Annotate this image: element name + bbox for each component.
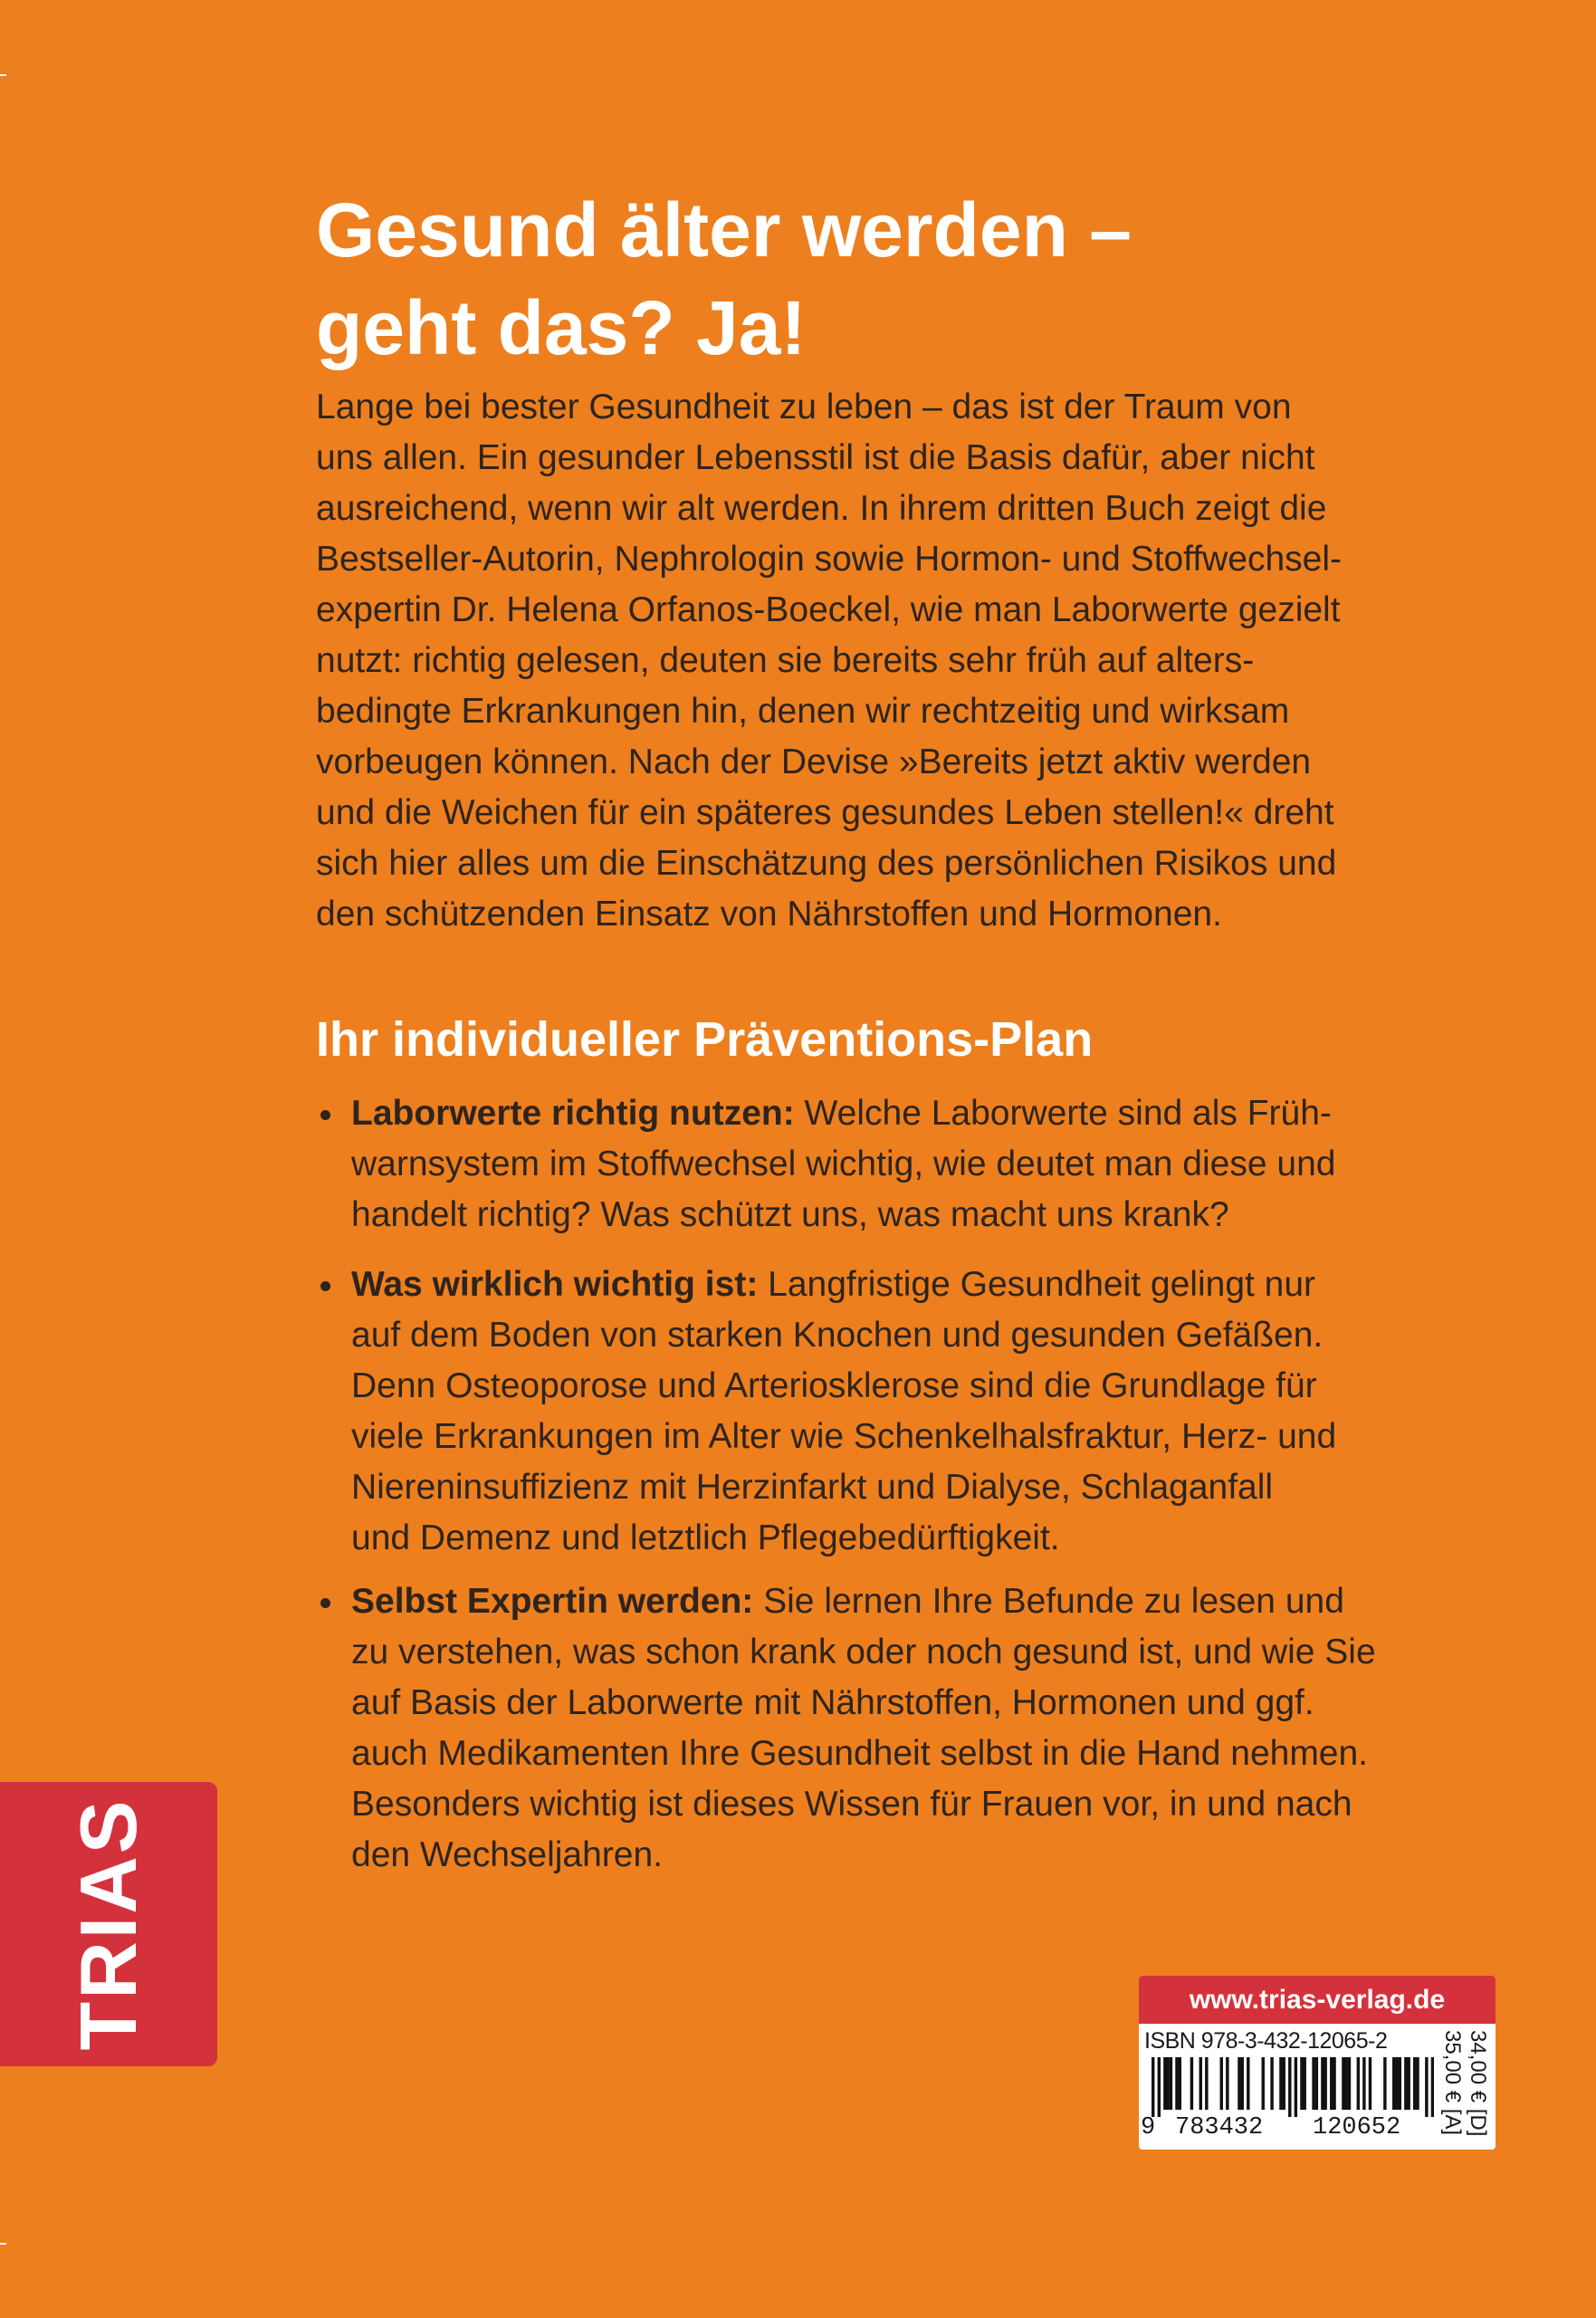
price-de: 34,00 € [D]	[1466, 2030, 1490, 2137]
bullet-lead: Selbst Expertin werden:	[351, 1582, 754, 1621]
isbn-number: ISBN 978-3-432-12065-2	[1144, 2028, 1388, 2054]
headline-line: Gesund älter werden –	[316, 187, 1132, 273]
bullet-text: Langfristige Gesundheit gelingt nur	[758, 1265, 1316, 1304]
intro-line: den schützenden Einsatz von Nährstoffen und Hormonen.	[316, 895, 1222, 934]
intro-line: ausreichend, wenn wir alt werden. In ihrem dritten Buch zeigt die	[316, 489, 1327, 528]
barcode-bar	[1226, 2057, 1228, 2110]
bullet-item-wichtig	[351, 1260, 1438, 1564]
ean-digit-first: 9	[1141, 2114, 1156, 2141]
bullet-lead: Was wirklich wichtig ist:	[351, 1265, 759, 1304]
barcode-bar	[1175, 2057, 1178, 2110]
barcode-bar	[1395, 2057, 1398, 2110]
barcode-bar	[1288, 2057, 1291, 2117]
intro-line: bedingte Erkrankungen hin, denen wir rechtzeitig und wirksam	[316, 692, 1290, 731]
intro-line: vorbeugen können. Nach der Devise »Bereits jetzt aktiv werden	[316, 742, 1312, 781]
barcode-bar	[1247, 2057, 1249, 2110]
crop-mark-bottom	[0, 2243, 6, 2245]
barcode-bar	[1362, 2057, 1365, 2110]
bullet-line: viele Erkrankungen im Alter wie Schenkelhalsfraktur, Herz- und	[351, 1417, 1337, 1456]
barcode-bar	[1413, 2057, 1416, 2110]
publisher-logo-tab	[0, 1782, 217, 2066]
bullet-line	[351, 1088, 1438, 1139]
headline	[316, 181, 1402, 377]
bullet-item-expertin	[351, 1576, 1438, 1881]
bullet-line: zu verstehen, was schon krank oder noch gesund ist, und wie Sie	[351, 1633, 1376, 1671]
barcode-bar	[1163, 2057, 1166, 2110]
barcode-bar	[1241, 2057, 1244, 2110]
bullet-line	[351, 1576, 1438, 1627]
barcode-bar	[1262, 2057, 1265, 2110]
barcode-bar	[1383, 2057, 1386, 2110]
publisher-logo: TRIAS	[63, 1797, 153, 2051]
barcode-bar	[1220, 2057, 1223, 2110]
bullet-dot-icon	[320, 1598, 330, 1608]
intro-line: Lange bei bester Gesundheit zu leben – das ist der Traum von	[316, 388, 1292, 426]
barcode-bar	[1348, 2057, 1351, 2110]
bullet-line: und Demenz und letztlich Pflegebedürftigkeit.	[351, 1518, 1060, 1557]
barcode-bar	[1425, 2057, 1428, 2117]
barcode-bar	[1315, 2057, 1318, 2110]
barcode-bar	[1303, 2057, 1305, 2110]
barcode-bar	[1270, 2057, 1273, 2110]
ean-digits-left: 783432	[1175, 2114, 1264, 2141]
section-heading: Ihr individueller Präventions-Plan	[316, 1012, 1094, 1067]
barcode-box	[1139, 1976, 1496, 2150]
headline-line: geht das? Ja!	[316, 285, 807, 370]
bullet-line: auf dem Boden von starken Knochen und gesunden Gefäßen.	[351, 1316, 1324, 1355]
crop-mark-top	[0, 74, 6, 76]
barcode-bar	[1158, 2057, 1161, 2117]
barcode-bar	[1238, 2057, 1240, 2110]
barcode-bar	[1205, 2057, 1208, 2110]
barcode-bar	[1324, 2057, 1326, 2110]
bullet-line: Denn Osteoporose und Arteriosklerose sind die Grundlage für	[351, 1366, 1317, 1405]
intro-line: nutzt: richtig gelesen, deuten sie bereits sehr früh auf alters-	[316, 641, 1255, 680]
bullet-line: auf Basis der Laborwerte mit Nährstoffen, Hormonen und ggf.	[351, 1683, 1314, 1722]
barcode-bar	[1344, 2057, 1347, 2110]
barcode-bar	[1312, 2057, 1314, 2110]
bullet-dot-icon	[320, 1110, 330, 1120]
barcode-bar	[1199, 2057, 1202, 2110]
intro-line: expertin Dr. Helena Orfanos-Boeckel, wie man Laborwerte gezielt	[316, 590, 1341, 629]
barcode-bar	[1330, 2057, 1333, 2110]
barcode-bar	[1152, 2057, 1154, 2117]
barcode-bar	[1321, 2057, 1324, 2110]
barcode-bar	[1431, 2057, 1434, 2117]
bullet-line: Besonders wichtig ist dieses Wissen für Frauen vor, in und nach	[351, 1785, 1352, 1824]
bullet-line: warnsystem im Stoffwechsel wichtig, wie deutet man diese und	[351, 1145, 1336, 1183]
barcode-bar	[1369, 2057, 1371, 2110]
barcode-bar	[1300, 2057, 1303, 2110]
barcode-bar	[1407, 2057, 1410, 2110]
barcode-bar	[1399, 2057, 1401, 2110]
price-column	[1438, 2026, 1496, 2150]
intro-paragraph	[316, 382, 1402, 940]
intro-line: und die Weichen für ein späteres gesundes Leben stellen!« dreht	[316, 793, 1334, 832]
barcode-bar	[1279, 2057, 1282, 2110]
barcode-bar	[1342, 2057, 1344, 2110]
barcode-bar	[1170, 2057, 1172, 2110]
barcode-bar	[1416, 2057, 1419, 2110]
bullet-text: Sie lernen Ihre Befunde zu lesen und	[753, 1582, 1344, 1621]
barcode	[1152, 2057, 1434, 2117]
barcode-bar	[1190, 2057, 1193, 2110]
ean-digits-right: 120652	[1313, 2114, 1401, 2141]
publisher-website[interactable]: www.trias-verlag.de	[1139, 1976, 1496, 2024]
bullet-line: Niereninsuffizienz mit Herzinfarkt und Dialyse, Schlaganfall	[351, 1468, 1274, 1507]
bullet-item-laborwerte	[351, 1088, 1438, 1240]
barcode-bar	[1283, 2057, 1285, 2110]
bullet-lead: Laborwerte richtig nutzen:	[351, 1094, 795, 1133]
intro-line: Bestseller-Autorin, Nephrologin sowie Hormon- und Stoffwechsel-	[316, 540, 1342, 579]
bullet-dot-icon	[320, 1281, 330, 1291]
barcode-bar	[1166, 2057, 1169, 2110]
barcode-bar	[1179, 2057, 1181, 2110]
barcode-bar	[1404, 2057, 1407, 2110]
bullet-line	[351, 1260, 1438, 1310]
barcode-bar	[1357, 2057, 1360, 2110]
intro-line: sich hier alles um die Einschätzung des persönlichen Risikos und	[316, 844, 1337, 883]
bullet-line: den Wechseljahren.	[351, 1835, 663, 1874]
bullet-line: auch Medikamenten Ihre Gesundheit selbst in die Hand nehmen.	[351, 1734, 1369, 1773]
intro-line: uns allen. Ein gesunder Lebensstil ist die Basis dafür, aber nicht	[316, 438, 1315, 477]
barcode-bar	[1392, 2057, 1395, 2110]
bullet-line: handelt richtig? Was schützt uns, was macht uns krank?	[351, 1195, 1229, 1234]
barcode-bar	[1333, 2057, 1335, 2110]
barcode-bar	[1295, 2057, 1297, 2117]
price-at: 35,00 € [A]	[1440, 2030, 1465, 2136]
bullet-text: Welche Laborwerte sind als Früh-	[794, 1094, 1332, 1133]
